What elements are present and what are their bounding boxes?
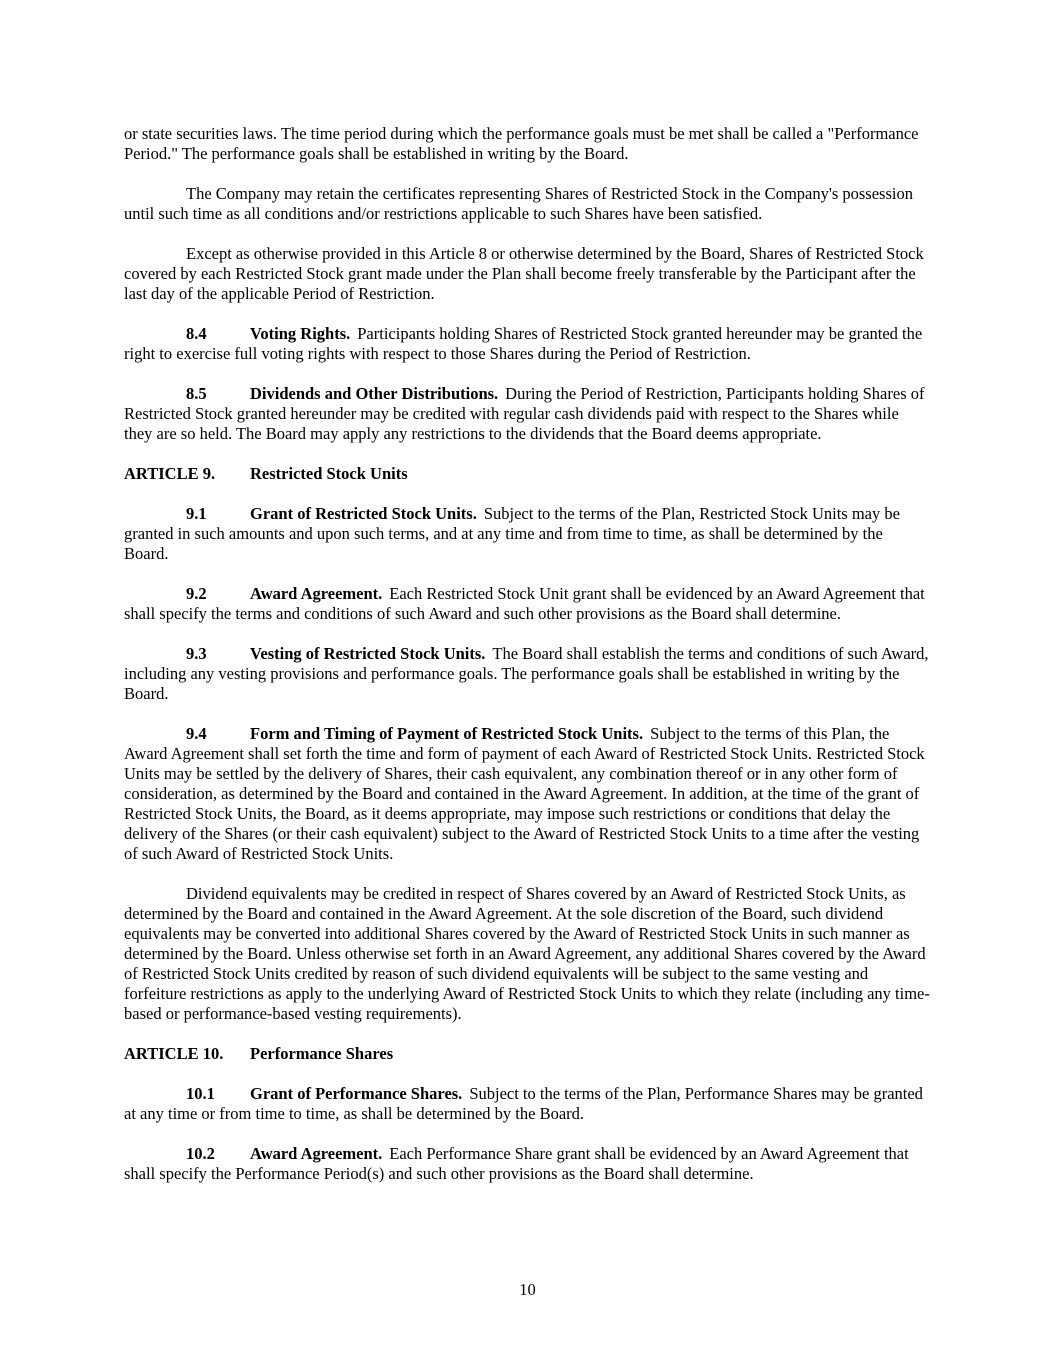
paragraph: The Company may retain the certificates representing Shares of Restricted Stock in the Company's possession until such time as all conditions and/or restrictions applicable to such Shares have been satisfied. [124, 184, 913, 223]
section-text: Subject to the terms of the Plan, Restricted Stock Units may be granted in such amounts and upon such terms, and at any time and from time to time, as shall be determined by the Board. [124, 504, 900, 563]
section-9-3 [124, 644, 930, 704]
section-10-1 [124, 1084, 930, 1124]
section-title: Grant of Restricted Stock Units. [250, 504, 477, 523]
section-title: Dividends and Other Distributions. [250, 384, 499, 403]
section-text: Each Restricted Stock Unit grant shall be evidenced by an Award Agreement that shall specify the terms and conditions of such Award and such other provisions as the Board shall determine. [124, 584, 925, 623]
article-number: ARTICLE 9. [124, 464, 216, 483]
paragraph: Dividend equivalents may be credited in respect of Shares covered by an Award of Restricted Stock Units, as determined by the Board and contained in the Award Agreement. At the sole discretion of the Board, such dividend equivalents may be converted into additional Shares covered by the Award of Restricted Stock Units in such manner as determined by the Board. Unless otherwise set forth in an Award Agreement, any additional Shares covered by the Award of Restricted Stock Units credited by reason of such dividend equivalents will be subject to the same vesting and forfeiture restrictions as apply to the underlying Award of Restricted Stock Units to which they relate (including any time-based or performance-based vesting requirements). [124, 884, 930, 1023]
section-text: Participants holding Shares of Restricted Stock granted hereunder may be granted the right to exercise full voting rights with respect to those Shares during the Period of Restriction. [124, 324, 923, 363]
article-title: Performance Shares [250, 1044, 394, 1063]
article-title: Restricted Stock Units [250, 464, 408, 483]
paragraph: Except as otherwise provided in this Article 8 or otherwise determined by the Board, Shares of Restricted Stock covered by each Restricted Stock grant made under the Plan shall become freely transferable by the Participant after the last day of the applicable Period of Restriction. [124, 244, 924, 303]
section-number: 9.4 [186, 724, 207, 743]
section-title: Award Agreement. [250, 1144, 383, 1163]
section-9-4 [124, 724, 930, 864]
section-number: 9.1 [186, 504, 207, 523]
section-number: 10.2 [186, 1144, 215, 1163]
section-title: Voting Rights. [250, 324, 351, 343]
section-9-1 [124, 504, 930, 564]
section-number: 9.3 [186, 644, 207, 663]
section-number: 8.5 [186, 384, 207, 403]
article-number: ARTICLE 10. [124, 1044, 224, 1063]
section-number: 8.4 [186, 324, 207, 343]
page-number: 10 [519, 1280, 536, 1299]
section-10-2 [124, 1144, 930, 1184]
section-title: Vesting of Restricted Stock Units. [250, 644, 486, 663]
section-number: 9.2 [186, 584, 207, 603]
section-8-5 [124, 384, 930, 444]
article-9-heading [124, 464, 930, 484]
section-text: Subject to the terms of the Plan, Performance Shares may be granted at any time or from time to time, as shall be determined by the Board. [124, 1084, 923, 1123]
section-text: During the Period of Restriction, Participants holding Shares of Restricted Stock granted hereunder may be credited with regular cash dividends paid with respect to the Shares while they are so held. The Board may apply any restrictions to the dividends that the Board deems appropriate. [124, 384, 925, 443]
section-9-2 [124, 584, 930, 624]
article-10-heading [124, 1044, 930, 1064]
section-text: Subject to the terms of this Plan, the Award Agreement shall set forth the time and form of payment of each Award of Restricted Stock Units. Restricted Stock Units may be settled by the delivery of Shares, their cash equivalent, any combination thereof or in any other form of consideration, as determined by the Board and contained in the Award Agreement. In addition, at the time of the grant of Restricted Stock Units, the Board, as it deems appropriate, may impose such restrictions or conditions that delay the delivery of the Shares (or their cash equivalent) subject to the Award of Restricted Stock Units to a time after the vesting of such Award of Restricted Stock Units. [124, 724, 925, 863]
section-text: The Board shall establish the terms and conditions of such Award, including any vesting provisions and performance goals. The performance goals shall be established in writing by the Board. [124, 644, 929, 703]
section-number: 10.1 [186, 1084, 215, 1103]
section-text: Each Performance Share grant shall be evidenced by an Award Agreement that shall specify the Performance Period(s) and such other provisions as the Board shall determine. [124, 1144, 909, 1183]
section-title: Grant of Performance Shares. [250, 1084, 463, 1103]
section-title: Award Agreement. [250, 584, 383, 603]
section-title: Form and Timing of Payment of Restricted Stock Units. [250, 724, 644, 743]
section-8-4 [124, 324, 930, 364]
paragraph-continuation: or state securities laws. The time period during which the performance goals must be met shall be called a "Performance Period." The performance goals shall be established in writing by the Board. [124, 124, 919, 163]
